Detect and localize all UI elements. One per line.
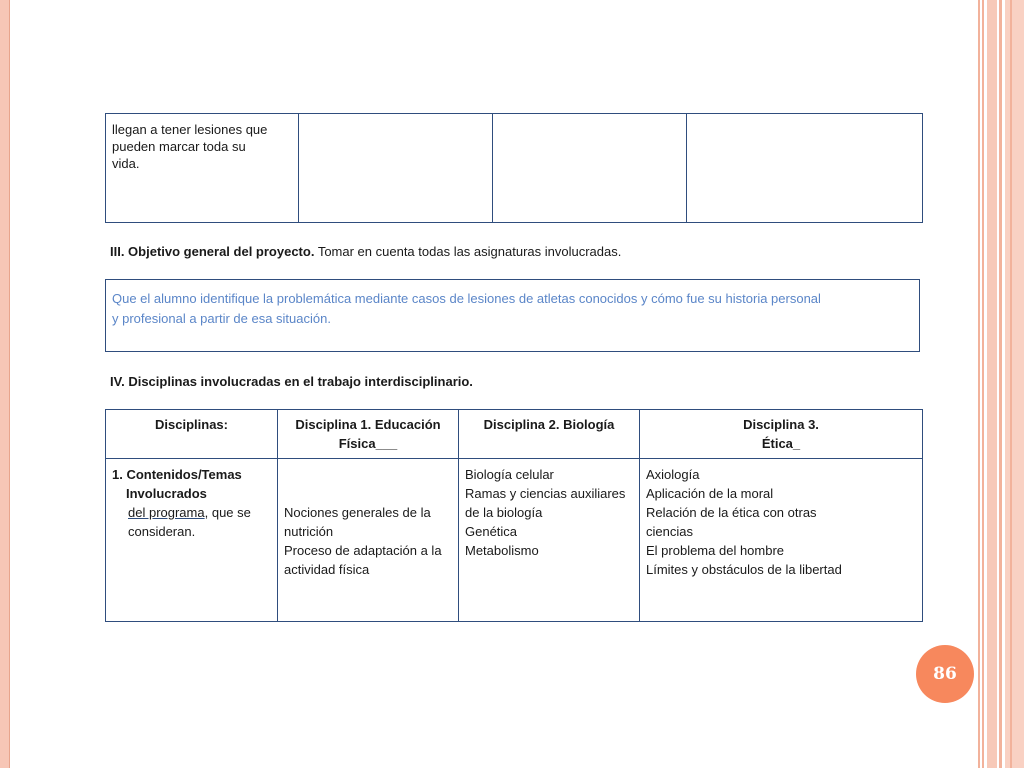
- objective-line: Que el alumno identifique la problemática mediante casos de lesiones de atletas conocidos y cómo fue su historia personal: [112, 291, 821, 306]
- page-number-badge: [916, 645, 974, 703]
- content-line: Límites y obstáculos de la libertad: [646, 562, 842, 577]
- left-border-strip: [0, 0, 9, 768]
- header-text: Disciplina 3.: [743, 417, 819, 432]
- content-line: Biología celular: [465, 467, 554, 482]
- content-line: Axiología: [646, 467, 700, 482]
- header-text: Disciplina 1. Educación: [295, 417, 441, 432]
- content-line: Proceso de adaptación a la: [284, 543, 442, 558]
- content-line: Genética: [465, 524, 518, 539]
- content-line: El problema del hombre: [646, 543, 785, 558]
- objective-line: y profesional a partir de esa situación.: [112, 311, 331, 326]
- row-label-contenidos: [106, 459, 278, 622]
- cell-line: pueden marcar toda su: [112, 139, 246, 154]
- programa-link[interactable]: del programa: [128, 505, 205, 520]
- header-text: Disciplina 2. Biología: [483, 417, 615, 432]
- content-line: Relación de la ética con otras: [646, 505, 817, 520]
- content-line: Nociones generales de la: [284, 505, 431, 520]
- disciplina-1-content: [278, 459, 459, 622]
- header-text: Ética_: [761, 436, 801, 451]
- content-line: Ramas y ciencias auxiliares: [465, 486, 626, 501]
- header-text: Física___: [338, 436, 398, 451]
- cell-line: vida.: [112, 156, 140, 171]
- row-label-line: 1. Contenidos/Temas: [112, 467, 242, 482]
- content-line: nutrición: [284, 524, 334, 539]
- disciplina-2-content: [459, 459, 640, 622]
- right-stripe: [999, 0, 1002, 768]
- empty-cell: [299, 114, 493, 223]
- content-line: Aplicación de la moral: [646, 486, 774, 501]
- right-stripe: [1010, 0, 1012, 768]
- left-border-line: [9, 0, 10, 768]
- cell-line: llegan a tener lesiones que: [112, 122, 268, 137]
- continuation-cell-text: [106, 114, 299, 223]
- empty-cell: [493, 114, 687, 223]
- section-3-heading-rest: Tomar en cuenta todas las asignaturas involucradas.: [314, 244, 622, 259]
- right-stripe: [1005, 0, 1024, 768]
- right-stripe: [978, 0, 980, 768]
- row-label-line: consideran.: [128, 524, 196, 539]
- header-disciplina-3: [640, 410, 923, 459]
- row-label-line-3: [112, 503, 271, 522]
- content-line: actividad física: [284, 562, 370, 577]
- section-3-heading-bold: III. Objetivo general del proyecto.: [110, 244, 315, 259]
- objective-box: [105, 279, 920, 352]
- row-label-text: , que se: [204, 505, 251, 520]
- disciplines-table: [105, 409, 923, 622]
- spacer: [284, 465, 452, 503]
- content-line: de la biología: [465, 505, 543, 520]
- disciplina-3-content: [640, 459, 923, 622]
- row-label-line: Involucrados: [126, 486, 207, 501]
- section-4-heading: IV. Disciplinas involucradas en el trabajo interdisciplinario.: [110, 374, 473, 389]
- header-disciplina-2: [459, 410, 640, 459]
- header-text: Disciplinas:: [155, 417, 228, 432]
- content-line: Metabolismo: [465, 543, 539, 558]
- right-stripe: [982, 0, 984, 768]
- continuation-table: [105, 113, 923, 223]
- empty-cell: [687, 114, 923, 223]
- right-stripe: [987, 0, 997, 768]
- header-disciplinas: [106, 410, 278, 459]
- page-number: 86: [933, 664, 957, 684]
- section-3-heading: [110, 244, 621, 259]
- content-line: ciencias: [646, 524, 693, 539]
- header-disciplina-1: [278, 410, 459, 459]
